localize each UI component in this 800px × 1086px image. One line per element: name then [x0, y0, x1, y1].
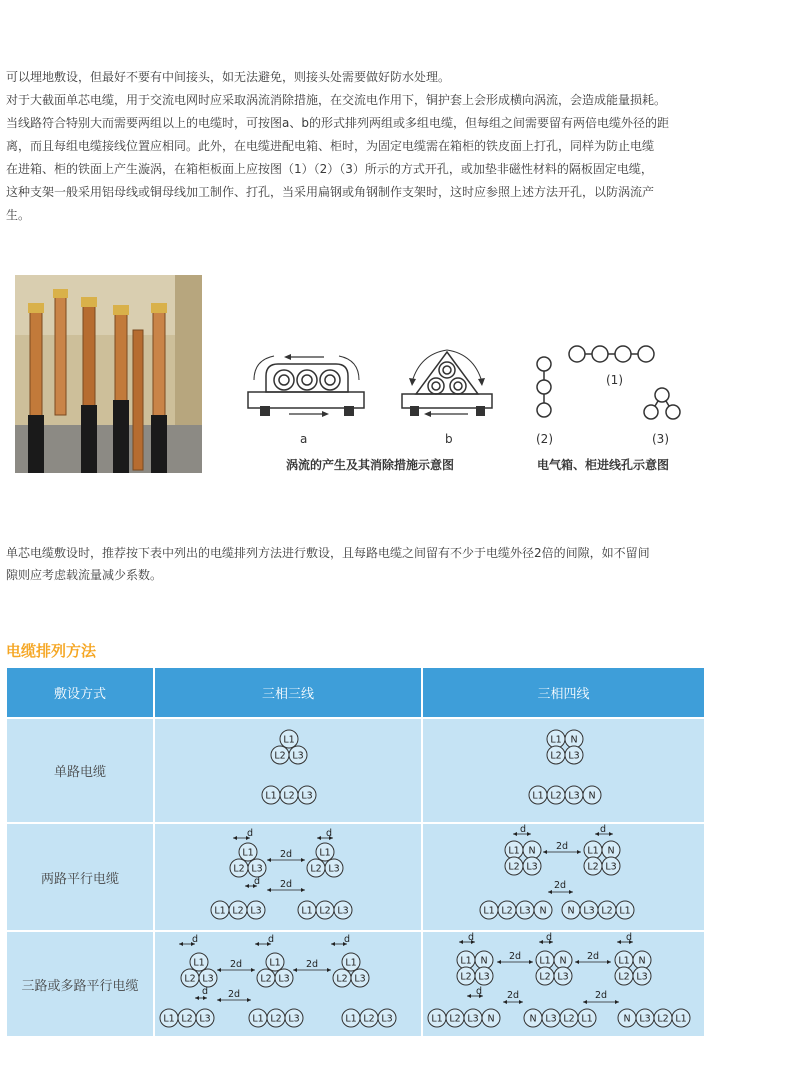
arrow-head: [569, 890, 573, 894]
arrow-head: [617, 940, 621, 944]
cable-label: L3: [639, 1013, 651, 1025]
arrow-head: [317, 836, 321, 840]
cable-label: L3: [583, 905, 595, 917]
spacing-label: d: [599, 824, 607, 835]
cable-label: L1: [345, 957, 357, 969]
cable-label: L1: [252, 1013, 264, 1025]
cable-label: L3: [251, 863, 263, 875]
cable-label: L2: [501, 905, 513, 917]
cable-label: L2: [587, 861, 599, 873]
arrow-head: [267, 888, 271, 892]
figure-a-label: a: [300, 432, 308, 446]
cable-label: L2: [319, 905, 331, 917]
cable-label: L1: [283, 734, 295, 746]
arrow-head: [467, 994, 471, 998]
diagram-double-3w: [154, 823, 422, 931]
diagram-multi-4w: [422, 931, 705, 1037]
cable-label: N: [480, 955, 488, 967]
spacing-label: d: [191, 934, 199, 945]
hole-caption: 电气箱、柜进线孔示意图: [537, 458, 670, 472]
intro-paragraph: [6, 66, 721, 227]
eddy-figure-b: [398, 348, 498, 426]
arrow-head: [267, 858, 271, 862]
row-label-single: 单路电缆: [6, 718, 154, 823]
spacing-label: d: [519, 824, 527, 835]
cable-label: L1: [532, 790, 544, 802]
cable-label: L3: [337, 905, 349, 917]
cable-label: L2: [336, 973, 348, 985]
spacing-label: d: [545, 932, 553, 943]
arrow-head: [497, 960, 501, 964]
spacing-label: 2d: [279, 879, 293, 890]
cable-label: L2: [550, 750, 562, 762]
cable-label: L3: [292, 750, 304, 762]
cable-label: L3: [636, 971, 648, 983]
arrow-head: [331, 942, 335, 946]
spacing-label: 2d: [586, 951, 600, 962]
cable-label: L2: [550, 790, 562, 802]
cable-label: L3: [568, 790, 580, 802]
spacing-label: 2d: [508, 951, 522, 962]
cable-label: N: [567, 905, 575, 917]
cable-label: L3: [568, 750, 580, 762]
cable-label: N: [539, 905, 547, 917]
header-three-phase-four-wire: 三相四线: [422, 667, 705, 718]
cable-label: L1: [587, 845, 599, 857]
cable-label: N: [559, 955, 567, 967]
cable-label: L1: [265, 790, 277, 802]
cable-label: L2: [310, 863, 322, 875]
cable-label: N: [529, 1013, 537, 1025]
spacing-label: d: [253, 876, 261, 887]
arrow-head: [293, 968, 297, 972]
cable-label: L1: [301, 905, 313, 917]
arrow-head: [245, 884, 249, 888]
cable-label: N: [588, 790, 596, 802]
cable-label: L3: [545, 1013, 557, 1025]
intro-line: 可以埋地敷设，但最好不要有中间接头，如无法避免，则接头处需要做好防水处理。: [6, 70, 451, 84]
intro-line: 这种支架一般采用铝母线或铜母线加工制作、打孔，当采用扁钢或角钢制作支架时，这时应参照上述方法开孔，以防涡流产: [6, 185, 655, 199]
arrow-head: [247, 998, 251, 1002]
cable-label: L2: [657, 1013, 669, 1025]
cable-label: L1: [319, 847, 331, 859]
cable-label: L3: [557, 971, 569, 983]
cable-label: L3: [519, 905, 531, 917]
arrow-head: [217, 998, 221, 1002]
cable-label: L1: [550, 734, 562, 746]
cable-label: L2: [508, 861, 520, 873]
spacing-label: 2d: [555, 841, 569, 852]
cable-label: L3: [288, 1013, 300, 1025]
cable-label: L2: [232, 905, 244, 917]
cable-label: L1: [675, 1013, 687, 1025]
cable-label: L3: [199, 1013, 211, 1025]
cable-label: L1: [193, 957, 205, 969]
cable-label: L2: [449, 1013, 461, 1025]
arrow-head: [583, 1000, 587, 1004]
header-three-phase-three-wire: 三相三线: [154, 667, 422, 718]
busbar-photo: [15, 275, 202, 473]
arrow-head: [327, 968, 331, 972]
cable-label: N: [570, 734, 578, 746]
arrow-head: [459, 940, 463, 944]
cable-label: L3: [605, 861, 617, 873]
cable-label: L3: [278, 973, 290, 985]
diagram-multi-3w: [154, 931, 422, 1037]
diagram-double-4w: [422, 823, 705, 931]
cable-label: L1: [483, 905, 495, 917]
cable-label: L2: [260, 973, 272, 985]
cable-label: L3: [467, 1013, 479, 1025]
cable-label: N: [638, 955, 646, 967]
cable-label: L1: [618, 955, 630, 967]
arrow-head: [529, 960, 533, 964]
cable-label: L3: [526, 861, 538, 873]
cable-label: L2: [184, 973, 196, 985]
row-label-multi: 三路或多路平行电缆: [6, 931, 154, 1037]
section-title: 电缆排列方法: [6, 642, 97, 660]
cable-label: L1: [214, 905, 226, 917]
arrow-head: [301, 858, 305, 862]
hole-label-2: (2): [536, 432, 553, 446]
diagram-single-4w: [422, 718, 705, 823]
arrow-head: [548, 890, 552, 894]
arrow-head: [513, 832, 517, 836]
cable-label: L1: [508, 845, 520, 857]
arrow-head: [615, 1000, 619, 1004]
spacing-label: d: [325, 828, 333, 839]
spacing-label: d: [343, 934, 351, 945]
recommend-line: 隙则应考虑载流量减少系数。: [6, 568, 163, 582]
cable-label: L2: [270, 1013, 282, 1025]
intro-line: 对于大截面单芯电缆，用于交流电网时应采取涡流消除措施，在交流电作用下，铜护套上会形成横向涡流，会造成能量损耗。: [6, 93, 667, 107]
arrow-head: [609, 832, 613, 836]
cable-label: L2: [460, 971, 472, 983]
cable-label: L3: [301, 790, 313, 802]
hole-figure: [530, 340, 690, 435]
cable-label: L2: [233, 863, 245, 875]
arrow-head: [543, 850, 547, 854]
cable-label: L1: [581, 1013, 593, 1025]
cable-label: L1: [269, 957, 281, 969]
intro-line: 在进箱、柜的铁面上产生漩涡，在箱柜板面上应按图（1）（2）（3）所示的方式开孔，或加垫非磁性材料的隔板固定电缆，: [6, 162, 653, 176]
recommend-line: 单芯电缆敷设时，推荐按下表中列出的电缆排列方法进行敷设，且每路电缆之间留有不少于电缆外径2倍的间隙，如不留间: [6, 546, 650, 560]
spacing-label: 2d: [594, 990, 608, 1001]
intro-line: 离，而且每组电缆接线位置应相同。此外，在电缆进配电箱、柜时，为固定电缆需在箱柜的铁皮面上打孔，同样为防止电缆: [6, 139, 655, 153]
cable-label: L3: [381, 1013, 393, 1025]
spacing-label: 2d: [553, 880, 567, 891]
cable-label: L2: [601, 905, 613, 917]
spacing-label: 2d: [227, 989, 241, 1000]
cable-label: L3: [250, 905, 262, 917]
cable-label: N: [487, 1013, 495, 1025]
spacing-label: d: [625, 932, 633, 943]
arrow-head: [607, 960, 611, 964]
cable-label: N: [607, 845, 615, 857]
arrow-head: [195, 996, 199, 1000]
cable-label: L1: [431, 1013, 443, 1025]
arrow-head: [301, 888, 305, 892]
spacing-label: 2d: [305, 959, 319, 970]
eddy-figure-a: [244, 350, 369, 425]
cable-arrangement-table: [5, 666, 706, 1038]
eddy-caption: 涡流的产生及其消除措施示意图: [286, 458, 455, 472]
cable-label: L3: [478, 971, 490, 983]
arrow-head: [251, 968, 255, 972]
spacing-label: 2d: [279, 849, 293, 860]
spacing-label: d: [475, 986, 483, 997]
diagram-single-3w: [154, 718, 422, 823]
cable-label: L1: [460, 955, 472, 967]
cable-label: L2: [181, 1013, 193, 1025]
arrow-head: [539, 940, 543, 944]
intro-line: 生。: [6, 208, 31, 222]
arrow-head: [255, 942, 259, 946]
spacing-label: d: [246, 828, 254, 839]
cable-label: L1: [242, 847, 254, 859]
cable-label: L1: [163, 1013, 175, 1025]
arrow-head: [519, 1000, 523, 1004]
cable-label: L3: [202, 973, 214, 985]
arrow-head: [577, 850, 581, 854]
intro-line: 当线路符合特别大而需要两组以上的电缆时，可按图a、b的形式排列两组或多组电缆，但每组之间需要留有两倍电缆外径的距: [6, 116, 669, 130]
spacing-label: 2d: [506, 990, 520, 1001]
spacing-label: 2d: [229, 959, 243, 970]
header-method: 敷设方式: [6, 667, 154, 718]
arrow-head: [233, 836, 237, 840]
hole-label-3: (3): [652, 432, 669, 446]
spacing-label: d: [467, 932, 475, 943]
figure-b-label: b: [445, 432, 453, 446]
cable-label: L2: [274, 750, 286, 762]
cable-label: L1: [539, 955, 551, 967]
arrow-head: [217, 968, 221, 972]
spacing-label: d: [267, 934, 275, 945]
cable-label: L2: [283, 790, 295, 802]
arrow-head: [179, 942, 183, 946]
cable-label: L2: [539, 971, 551, 983]
cable-label: L2: [363, 1013, 375, 1025]
cable-label: L1: [345, 1013, 357, 1025]
cable-label: L2: [563, 1013, 575, 1025]
arrow-head: [595, 832, 599, 836]
cable-label: L3: [328, 863, 340, 875]
recommend-paragraph: [6, 542, 721, 586]
spacing-label: d: [201, 986, 209, 997]
arrow-head: [575, 960, 579, 964]
cable-label: L2: [618, 971, 630, 983]
cable-label: L1: [619, 905, 631, 917]
cable-label: N: [528, 845, 536, 857]
arrow-head: [527, 832, 531, 836]
row-label-double: 两路平行电缆: [6, 823, 154, 931]
cable-label: N: [623, 1013, 631, 1025]
hole-label-1: (1): [606, 373, 623, 387]
cable-label: L3: [354, 973, 366, 985]
